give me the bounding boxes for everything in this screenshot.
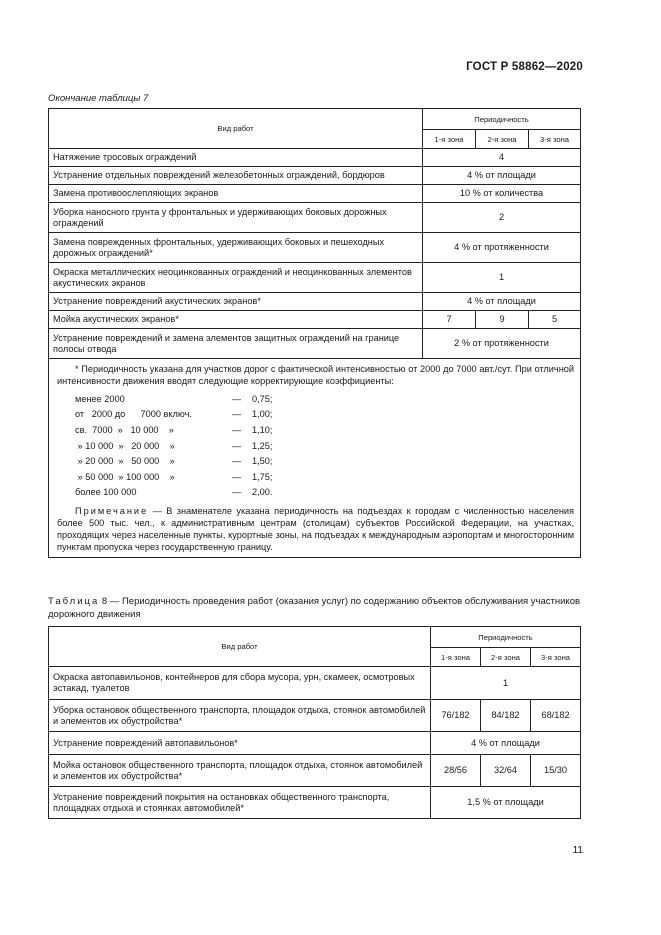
table-row [49,311,581,329]
table-row [49,787,581,819]
col-header-work: Вид работ [49,627,431,667]
work-cell: Устранение повреждений и замена элементов защитных ограждений на границе полосы отвода [49,329,423,359]
zone3-cell: 5 [529,311,581,329]
coefficient-range: от 2000 до 7000 включ. [75,409,192,420]
work-cell: Окраска металлических неоцинкованных ограждений и неоцинкованных элементов акустических экранов [49,263,423,293]
work-cell: Уборка остановок общественного транспорта, площадок отдыха, стоянок автомобилей и элементов их обустройства* [49,700,431,732]
work-cell: Мойка остановок общественного транспорта, площадок отдыха, стоянок автомобилей и элементов их обустройства* [49,755,431,787]
period-cell: 4 % от площади [431,732,581,755]
period-cell: 4 % от протяженности [423,233,581,263]
table8-caption-label: Таблица [48,596,100,607]
work-cell: Уборка наносного грунта у фронтальных и удерживающих боковых дорожных ограждений [49,203,423,233]
note-paragraph [57,505,574,553]
page-number: 11 [572,845,583,856]
coefficient-value: 1,00; [252,409,273,420]
work-cell: Мойка акустических экранов* [49,311,423,329]
table-8 [48,626,581,819]
period-cell: 4 % от площади [423,293,581,311]
coefficient-dash: — [232,471,242,482]
period-cell: 1 [431,667,581,700]
coefficient-row [75,391,574,407]
zone1-cell: 28/56 [431,755,481,787]
table-row [49,263,581,293]
col-header-zone3: 3-я зона [531,648,581,667]
work-cell: Устранение повреждений акустических экранов* [49,293,423,311]
work-cell: Замена поврежденных фронтальных, удерживающих боковых и пешеходных дорожных ограждений* [49,233,423,263]
coefficient-row [75,407,574,423]
zone2-cell: 9 [476,311,529,329]
work-cell: Натяжение тросовых ограждений [49,149,423,167]
table-row [49,329,581,359]
work-cell: Устранение повреждений покрытия на остановках общественного транспорта, площадках отдыха и стоянках автомобилей* [49,787,431,819]
col-header-zone1: 1-я зона [423,130,476,149]
table-row [49,233,581,263]
standard-header: ГОСТ Р 58862—2020 [466,61,583,73]
table-row [49,149,581,167]
coefficient-value: 0,75; [252,393,273,404]
col-header-period: Периодичность [431,627,581,648]
work-cell: Окраска автопавильонов, контейнеров для сбора мусора, урн, скамеек, осмотровых эстакад, туалетов [49,667,431,700]
coefficient-dash: — [232,440,242,451]
coefficient-dash: — [232,487,242,498]
zone3-cell: 15/30 [531,755,581,787]
col-header-zone2: 2-я зона [476,130,529,149]
coefficient-range: » 50 000 » 100 000 » [75,471,175,482]
period-cell: 4 [423,149,581,167]
coefficient-value: 1,10; [252,424,273,435]
zone2-cell: 32/64 [481,755,531,787]
table-7 [48,108,581,558]
coefficient-range: менее 2000 [75,393,125,404]
table7-notes [49,359,581,558]
table-row [49,167,581,185]
period-cell: 2 % от протяженности [423,329,581,359]
period-cell: 2 [423,203,581,233]
zone2-cell: 84/182 [481,700,531,732]
note-label: Примечание [75,506,149,517]
coefficient-range: св. 7000 » 10 000 » [75,424,174,435]
note-text: — В знаменателе указана периодичность на подъездах к городам с численностью населения более 500 тыс. чел., к административным центрам (столицам) субъектов Российской Федерации, на участках, проходящих через населенные пункты, курортные зоны, на подъездах к международным аэропортам и многосторонним пунктам пропуска через государственную границу. [57,506,575,553]
table-row [49,755,581,787]
coefficient-dash: — [232,393,242,404]
table8-caption-text: 8 — Периодичность проведения работ (оказания услуг) по содержанию объектов обслуживания участников дорожного движения [48,596,581,620]
col-header-zone3: 3-я зона [529,130,581,149]
period-cell: 1 [423,263,581,293]
period-cell: 4 % от площади [423,167,581,185]
col-header-period: Периодичность [423,109,581,130]
coefficient-row [75,453,574,469]
coefficient-value: 1,50; [252,456,273,467]
coefficient-row [75,469,574,485]
work-cell: Устранение отдельных повреждений железобетонных ограждений, бордюров [49,167,423,185]
coefficient-dash: — [232,456,242,467]
coefficient-range: » 10 000 » 20 000 » [75,440,175,451]
coefficients-list [75,391,574,500]
coefficient-dash: — [232,424,242,435]
zone1-cell: 76/182 [431,700,481,732]
table-row [49,293,581,311]
col-header-zone2: 2-я зона [481,648,531,667]
coefficient-row [75,422,574,438]
work-cell: Замена противоослепляющих экранов [49,185,423,203]
coefficient-dash: — [232,409,242,420]
col-header-zone1: 1-я зона [431,648,481,667]
coefficient-value: 2,00. [252,487,273,498]
footnote-text: * Периодичность указана для участков дорог с фактической интенсивностью от 2000 до 7000 авт./сут. При отличной интенсивности движения вводят следующие корректирующие коэффициенты: [57,364,575,386]
coefficient-value: 1,75; [252,471,273,482]
coefficient-row [75,438,574,454]
work-cell: Устранение повреждений автопавильонов* [49,732,431,755]
coefficient-value: 1,25; [252,440,273,451]
table8-caption [48,595,582,621]
coefficient-row [75,485,574,501]
col-header-work: Вид работ [49,109,423,149]
period-cell: 10 % от количества [423,185,581,203]
coefficient-range: более 100 000 [75,487,137,498]
table-note-row [49,359,581,558]
table-row [49,185,581,203]
coefficient-range: » 20 000 » 50 000 » [75,456,175,467]
table-row [49,203,581,233]
zone1-cell: 7 [423,311,476,329]
table7-caption: Окончание таблицы 7 [48,93,149,104]
table-row [49,732,581,755]
table-row [49,667,581,700]
zone3-cell: 68/182 [531,700,581,732]
table-row [49,700,581,732]
period-cell: 1,5 % от площади [431,787,581,819]
